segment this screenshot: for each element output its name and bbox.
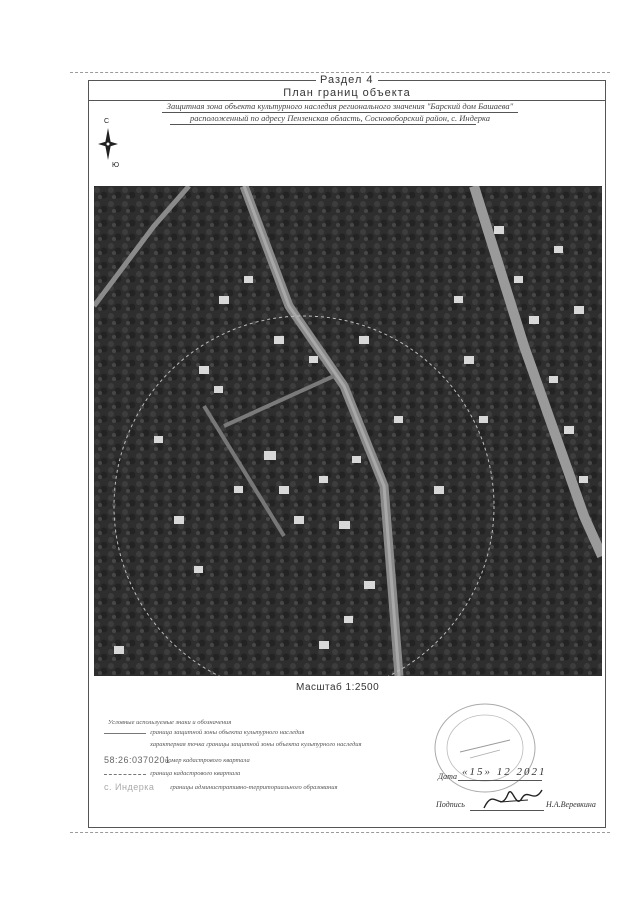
signature-underline (470, 810, 544, 811)
legend-item-label: характерная точка границы защитной зоны объекта культурного наследия (150, 741, 362, 748)
village-label: с. Индерка (104, 782, 155, 792)
description-line-2: расположенный по адресу Пензенская область, Сосновоборский район, с. Индерка (189, 113, 491, 123)
date-label: Дата (438, 772, 457, 781)
section-label: Раздел 4 (316, 74, 378, 86)
signature-label: Подпись (436, 800, 465, 809)
scale-label: Масштаб 1:2500 (296, 682, 380, 693)
cadastral-boundary-line-icon (104, 774, 146, 775)
compass-rose-icon (96, 118, 126, 174)
bottom-dashed-border (70, 832, 610, 833)
village-boundary-label: границы административно-территориального образования (170, 784, 338, 791)
description-underline-2 (170, 124, 476, 125)
compass-north-label: С (104, 118, 110, 125)
description-line-1: Защитная зона объекта культурного наследия регионального значения "Барский дом Башаева" (166, 101, 514, 111)
signer-name: Н.А.Веревкина (546, 800, 596, 809)
legend-item-label: граница защитной зоны объекта культурного наследия (150, 729, 305, 736)
satellite-map-graphic (94, 186, 602, 676)
cadastral-code-label: номер кадастрового квартала (165, 757, 250, 764)
north-arrow-icon (96, 118, 126, 174)
compass-south-label: Ю (112, 162, 120, 169)
cadastral-code: 58:26:0370201 (104, 755, 171, 765)
legend-item-label: граница кадастрового квартала (150, 770, 241, 777)
legend-title: Условные используемые знаки и обозначения (108, 719, 232, 726)
top-dashed-border (70, 72, 610, 73)
date-value: «15» 12 2021 (462, 766, 547, 778)
satellite-map-image (94, 186, 602, 676)
zone-boundary-line-icon (104, 733, 146, 734)
plan-title: План границ объекта (88, 86, 606, 101)
